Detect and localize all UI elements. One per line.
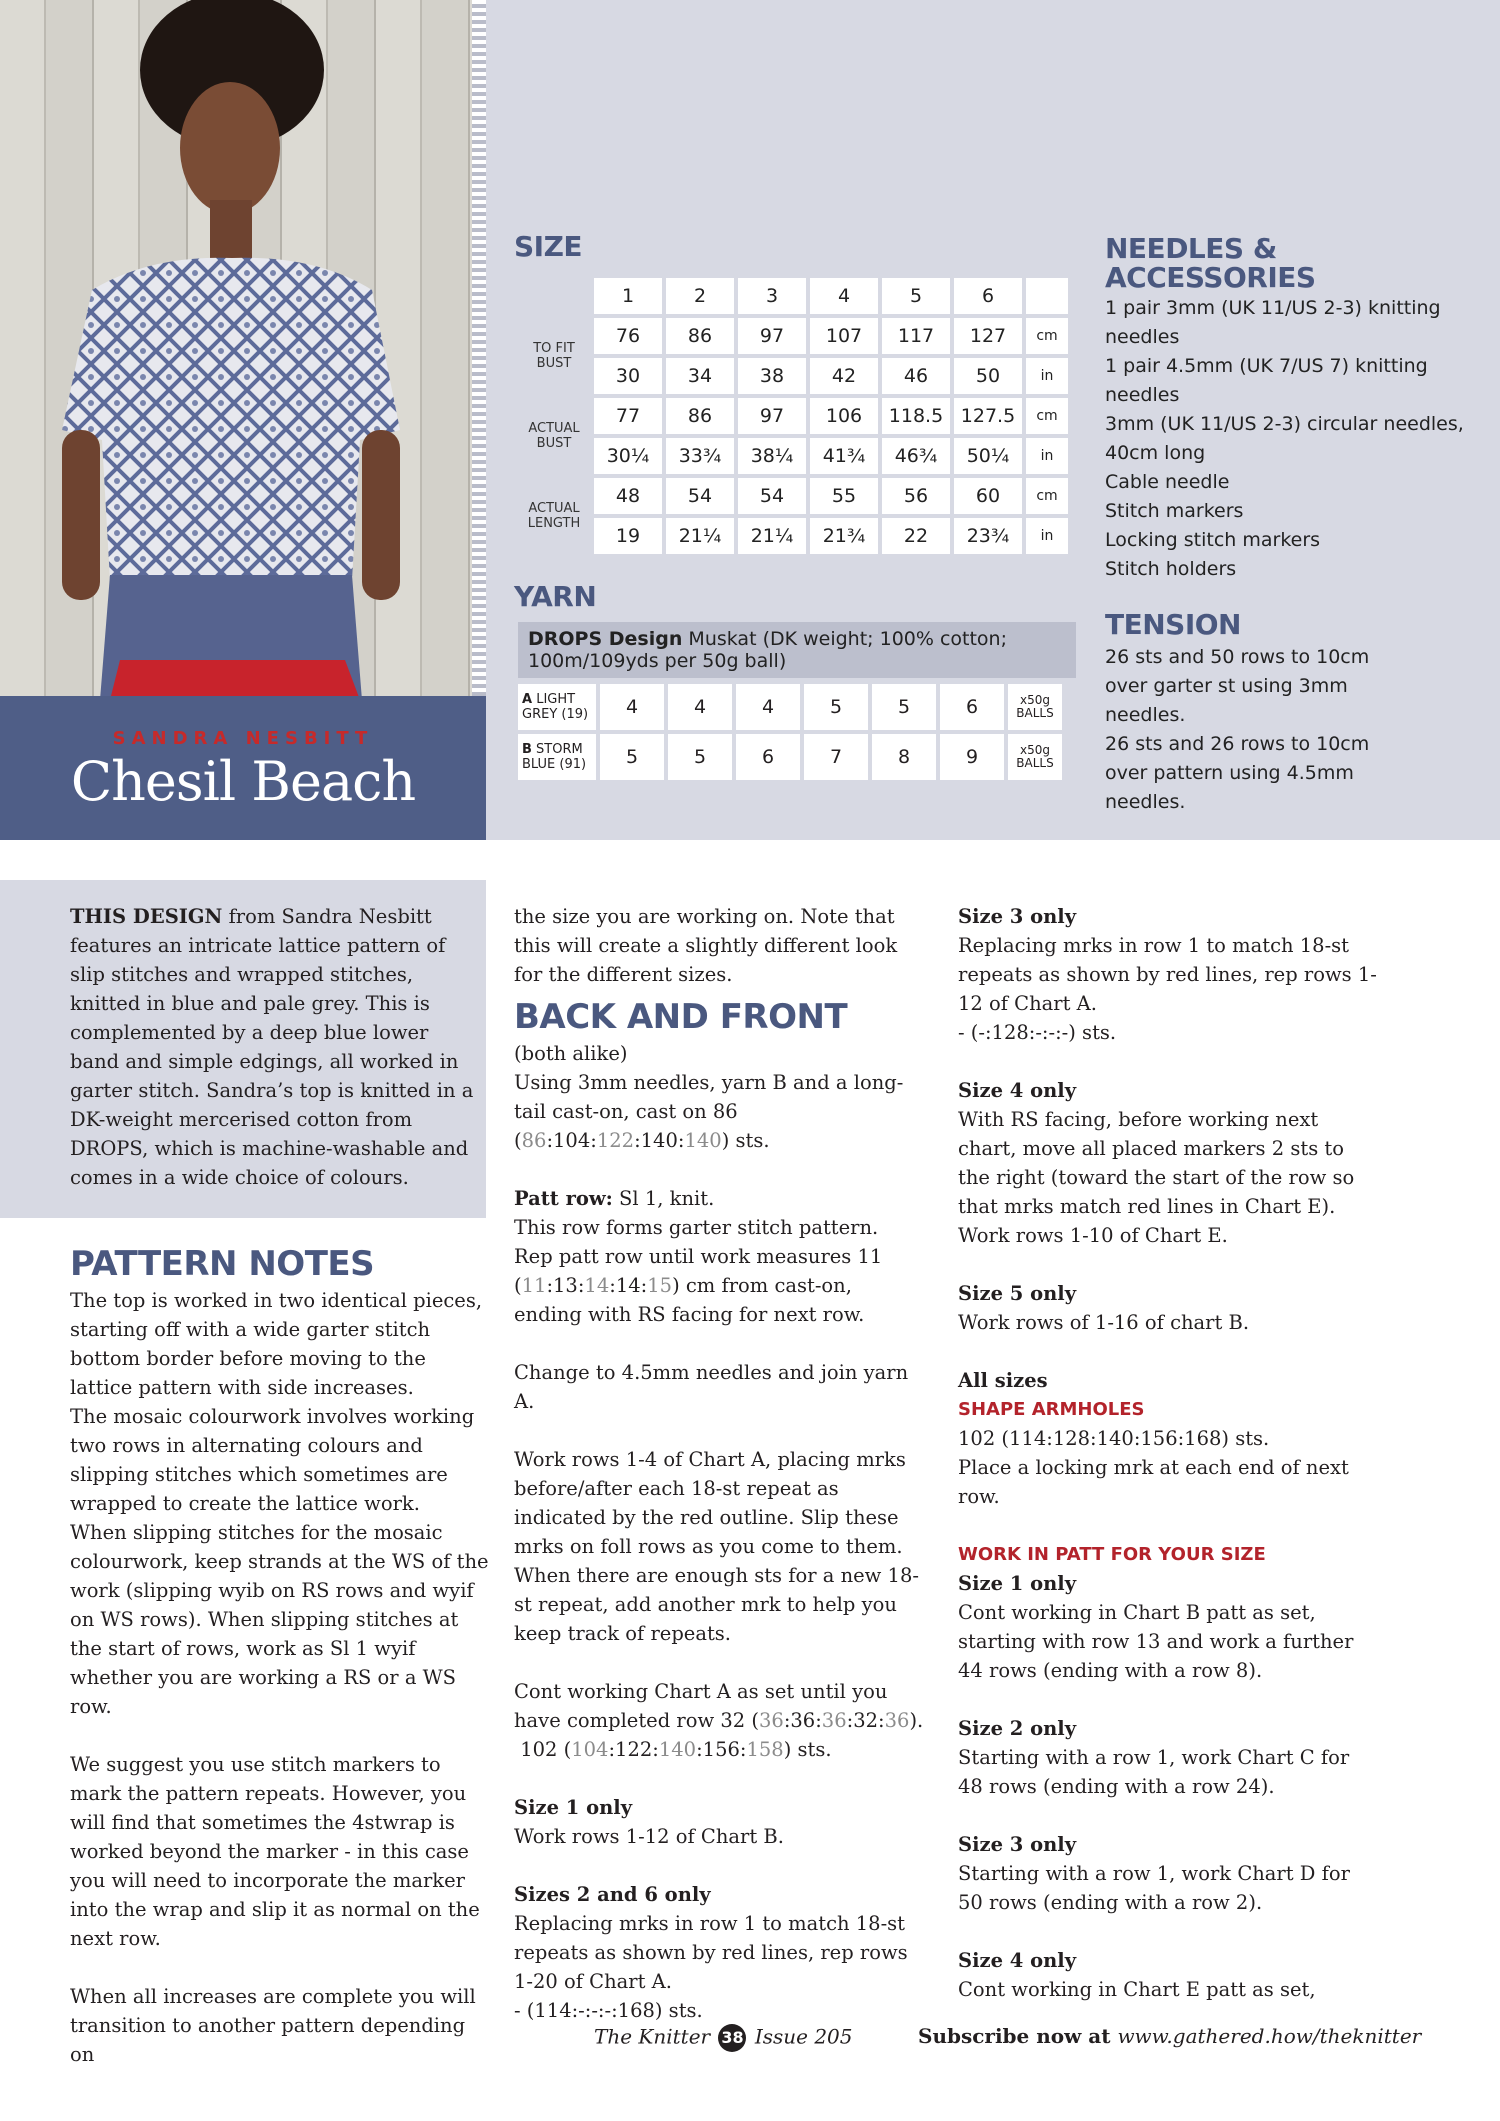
model-figure xyxy=(0,0,472,696)
intro-body: from Sandra Nesbitt features an intricate lattice pattern of slip stitches and wrapped stitches, knitted in blue and pale grey. This is complemented by a deep blue lower band and simple edgings, all worked in garter stitch. Sandra’s top is knitted in a DK-weight mercerised cotton from DROPS, which is machine-washable and comes in a wide choice of colours. xyxy=(70,905,474,1189)
size-unit-blank xyxy=(1026,278,1068,314)
needle-item: 1 pair 3mm (UK 11/US 2-3) knitting needles xyxy=(1105,297,1441,348)
designer-name: SANDRA NESBITT xyxy=(112,728,374,749)
size-cell: 54 xyxy=(738,478,806,514)
yarn-cell: 5 xyxy=(600,734,664,780)
pattern-notes-heading: PATTERN NOTES xyxy=(70,1244,375,1284)
size-cell: 38 xyxy=(738,358,806,394)
yarn-code: B xyxy=(522,742,532,757)
needle-item: Stitch holders xyxy=(1105,558,1237,580)
shape-armholes-heading: SHAPE ARMHOLES xyxy=(958,1399,1145,1420)
sizes26-text: Replacing mrks in row 1 to match 18-st repeats as shown by red lines, rep rows 1-20 of Chart A. xyxy=(514,1912,908,1993)
yarn-row xyxy=(518,734,1062,780)
needle-item: Stitch markers xyxy=(1105,500,1244,522)
size-row xyxy=(518,358,1068,394)
sizes-column xyxy=(958,902,1378,2004)
size-cell: 77 xyxy=(594,398,662,434)
size-cell: 42 xyxy=(810,358,878,394)
size-col: 1 xyxy=(594,278,662,314)
size-cell: 46 xyxy=(882,358,950,394)
size-cell: 21¾ xyxy=(810,518,878,554)
pattern-notes xyxy=(70,1236,490,2069)
patt-row: Patt row: Sl 1, knit. xyxy=(514,1187,715,1210)
notes-paragraph: The mosaic colourwork involves working two rows in alternating colours and slipping stitches which sometimes are wrapped to create the lattice work. xyxy=(70,1405,475,1515)
size-cell: 30 xyxy=(594,358,662,394)
yarn-row xyxy=(518,684,1062,730)
yarn-heading: YARN xyxy=(514,580,597,613)
needle-item: Locking stitch markers xyxy=(1105,529,1321,551)
w4-text: Cont working in Chart E patt as set, xyxy=(958,1978,1316,2001)
yarn-cell: 5 xyxy=(804,684,868,730)
yarn-brand: DROPS Design xyxy=(528,628,683,650)
size-row-label: TO FIT BUST xyxy=(518,318,590,394)
needles-list xyxy=(1105,294,1485,584)
page-number: 38 xyxy=(718,2024,746,2052)
yarn-unit: x50g BALLS xyxy=(1008,734,1062,780)
size-unit: cm xyxy=(1026,318,1068,354)
sizes26-heading: Sizes 2 and 6 only xyxy=(514,1883,711,1906)
size-cell: 106 xyxy=(810,398,878,434)
footer-subscribe xyxy=(918,2024,1421,2048)
sizes26-sts: - (114:-:-:-:168) sts. xyxy=(514,1999,703,2022)
size-header-row xyxy=(518,278,1068,314)
back-front-column xyxy=(514,902,924,2025)
size-row xyxy=(518,318,1068,354)
size-cell: 34 xyxy=(666,358,734,394)
armhole-marker: Place a locking mrk at each end of next row. xyxy=(958,1456,1349,1508)
yarn-cell: 7 xyxy=(804,734,868,780)
size-cell: 50 xyxy=(954,358,1022,394)
yarn-cell: 9 xyxy=(940,734,1004,780)
size5-heading: Size 5 only xyxy=(958,1282,1077,1305)
size-cell: 127.5 xyxy=(954,398,1022,434)
cont-chart-a: Cont working Chart A as set until you have completed row 32 (36:36:36:32:36). xyxy=(514,1680,924,1732)
issue-number: Issue 205 xyxy=(754,2024,853,2049)
yarn-cell: 6 xyxy=(940,684,1004,730)
size-row-label: ACTUAL BUST xyxy=(518,398,590,474)
w3-heading: Size 3 only xyxy=(958,1833,1077,1856)
size-cell: 21¼ xyxy=(738,518,806,554)
size-col: 6 xyxy=(954,278,1022,314)
w2-heading: Size 2 only xyxy=(958,1717,1077,1740)
size-cell: 33¾ xyxy=(666,438,734,474)
size1-heading: Size 1 only xyxy=(514,1796,633,1819)
size-unit: in xyxy=(1026,518,1068,554)
size3-text: Replacing mrks in row 1 to match 18-st repeats as shown by red lines, rep rows 1-12 of Chart A. xyxy=(958,934,1377,1015)
intro-text xyxy=(70,902,480,1192)
size-row xyxy=(518,478,1068,514)
size-cell: 55 xyxy=(810,478,878,514)
size3-heading: Size 3 only xyxy=(958,905,1077,928)
w1-heading: Size 1 only xyxy=(958,1572,1077,1595)
subscribe-text: Subscribe now at xyxy=(918,2024,1118,2048)
tension-heading: TENSION xyxy=(1105,608,1241,641)
size4-text: With RS facing, before working next chart, move all placed markers 2 sts to the right (toward the start of the row so that mrks match red lines in Chart E). xyxy=(958,1108,1355,1218)
yarn-cell: 4 xyxy=(668,684,732,730)
yarn-cell: 6 xyxy=(736,734,800,780)
cast-on-text: Using 3mm needles, yarn B and a long-tail cast-on, cast on 86 (86:104:122:140:140) sts. xyxy=(514,1071,904,1152)
size-row-label: ACTUAL LENGTH xyxy=(518,478,590,554)
change-needles: Change to 4.5mm needles and join yarn A. xyxy=(514,1361,909,1413)
size-cell: 56 xyxy=(882,478,950,514)
yarn-cell: 5 xyxy=(872,684,936,730)
size3-sts: - (-:128:-:-:-) sts. xyxy=(958,1021,1117,1044)
size-row xyxy=(518,518,1068,554)
w1-text: Cont working in Chart B patt as set, starting with row 13 and work a further 44 rows (ending with a row 8). xyxy=(958,1601,1354,1682)
size-unit: in xyxy=(1026,358,1068,394)
yarn-cell: 8 xyxy=(872,734,936,780)
needle-item: 3mm (UK 11/US 2-3) circular needles, 40cm long xyxy=(1105,413,1464,464)
repeat-text: Rep patt row until work measures 11 (11:13:14:14:15) cm from cast-on, ending with RS facing for next row. xyxy=(514,1245,883,1326)
magazine-name: The Knitter xyxy=(594,2024,711,2049)
size-heading: SIZE xyxy=(514,230,583,263)
size-cell: 97 xyxy=(738,398,806,434)
size-cell: 38¼ xyxy=(738,438,806,474)
size-cell: 23¾ xyxy=(954,518,1022,554)
w3-text: Starting with a row 1, work Chart D for 50 rows (ending with a row 2). xyxy=(958,1862,1350,1914)
size-cell: 97 xyxy=(738,318,806,354)
back-front-heading: BACK AND FRONT xyxy=(514,997,848,1037)
size-cell: 127 xyxy=(954,318,1022,354)
size-row xyxy=(518,438,1068,474)
size-row xyxy=(518,398,1068,434)
footer-magazine xyxy=(594,2024,853,2052)
work-in-patt-heading: WORK IN PATT FOR YOUR SIZE xyxy=(958,1544,1266,1565)
size-cell: 30¼ xyxy=(594,438,662,474)
size-col: 4 xyxy=(810,278,878,314)
size-col: 2 xyxy=(666,278,734,314)
intro-lead: THIS DESIGN xyxy=(70,905,223,928)
size-cell: 22 xyxy=(882,518,950,554)
size-corner xyxy=(518,278,590,314)
yarn-description xyxy=(518,622,1076,678)
tension-item: 26 sts and 26 rows to 10cm over pattern using 4.5mm needles. xyxy=(1105,733,1370,813)
size1-text: Work rows 1-12 of Chart B. xyxy=(514,1825,784,1848)
size-unit: cm xyxy=(1026,478,1068,514)
sts-count: 102 (104:122:140:156:158) sts. xyxy=(520,1738,832,1761)
needle-item: 1 pair 4.5mm (UK 7/US 7) knitting needles xyxy=(1105,355,1428,406)
garter-text: This row forms garter stitch pattern. xyxy=(514,1216,879,1239)
yarn-cell: 4 xyxy=(600,684,664,730)
notes-paragraph: We suggest you use stitch markers to mark the pattern repeats. However, you will find that sometimes the 4stwrap is worked beyond the marker - in this case you will need to incorporate the marker into the wrap and slip it as normal on the next row. xyxy=(70,1753,480,1950)
armhole-sts: 102 (114:128:140:156:168) sts. xyxy=(958,1427,1270,1450)
size-col: 5 xyxy=(882,278,950,314)
continued-text: the size you are working on. Note that this will create a slightly different look for the different sizes. xyxy=(514,905,898,986)
notes-paragraph: When all increases are complete you will transition to another pattern depending on xyxy=(70,1985,476,2066)
tension-list xyxy=(1105,643,1405,817)
size-cell: 21¼ xyxy=(666,518,734,554)
w2-text: Starting with a row 1, work Chart C for 48 rows (ending with a row 24). xyxy=(958,1746,1350,1798)
yarn-code: A xyxy=(522,692,533,707)
size-unit: cm xyxy=(1026,398,1068,434)
size5-text: Work rows of 1-16 of chart B. xyxy=(958,1311,1250,1334)
size-cell: 86 xyxy=(666,398,734,434)
model-photo xyxy=(0,0,472,696)
w4-heading: Size 4 only xyxy=(958,1949,1077,1972)
yarn-cell: 4 xyxy=(736,684,800,730)
subscribe-url[interactable]: www.gathered.how/theknitter xyxy=(1117,2024,1422,2048)
size4-rows: Work rows 1-10 of Chart E. xyxy=(958,1224,1228,1247)
yarn-unit: x50g BALLS xyxy=(1008,684,1062,730)
yarn-color-name: STORM BLUE (91) xyxy=(522,742,587,772)
notes-paragraph: The top is worked in two identical pieces, starting off with a wide garter stitch bottom border before moving to the lattice pattern with side increases. xyxy=(70,1289,483,1399)
pattern-title: Chesil Beach xyxy=(70,750,416,813)
both-alike: (both alike) xyxy=(514,1042,628,1065)
needle-item: Cable needle xyxy=(1105,471,1230,493)
size-cell: 118.5 xyxy=(882,398,950,434)
size-unit: in xyxy=(1026,438,1068,474)
yarn-cell: 5 xyxy=(668,734,732,780)
size-cell: 50¼ xyxy=(954,438,1022,474)
tension-item: 26 sts and 50 rows to 10cm over garter st using 3mm needles. xyxy=(1105,646,1370,726)
needles-heading: NEEDLES & ACCESSORIES xyxy=(1105,232,1316,294)
yarn-color-name: LIGHT GREY (19) xyxy=(522,692,589,722)
yarn-row-label xyxy=(518,734,596,780)
size-cell: 117 xyxy=(882,318,950,354)
size-col: 3 xyxy=(738,278,806,314)
size-cell: 86 xyxy=(666,318,734,354)
size4-heading: Size 4 only xyxy=(958,1079,1077,1102)
size-cell: 76 xyxy=(594,318,662,354)
size-cell: 54 xyxy=(666,478,734,514)
size-cell: 41¾ xyxy=(810,438,878,474)
yarn-table xyxy=(514,680,1066,784)
chart-a-text: Work rows 1-4 of Chart A, placing mrks before/after each 18-st repeat as indicated by the red outline. Slip these mrks on foll rows as you come to them. When there are enough sts for a new 18-st repeat, add another mrk to help you keep track of repeats. xyxy=(514,1448,919,1645)
all-sizes-heading: All sizes xyxy=(958,1369,1048,1392)
size-cell: 19 xyxy=(594,518,662,554)
yarn-detail: Muskat (DK weight; 100% cotton; 100m/109yds per 50g ball) xyxy=(528,628,1008,672)
yarn-row-label xyxy=(518,684,596,730)
size-cell: 46¾ xyxy=(882,438,950,474)
size-table xyxy=(514,274,1072,558)
notes-paragraph: When slipping stitches for the mosaic colourwork, keep strands at the WS of the work (slipping wyib on RS rows and wyif on WS rows). When slipping stitches at the start of rows, work as Sl 1 wyif whether you are working a RS or a WS row. xyxy=(70,1521,489,1718)
size-cell: 107 xyxy=(810,318,878,354)
size-cell: 48 xyxy=(594,478,662,514)
size-cell: 60 xyxy=(954,478,1022,514)
